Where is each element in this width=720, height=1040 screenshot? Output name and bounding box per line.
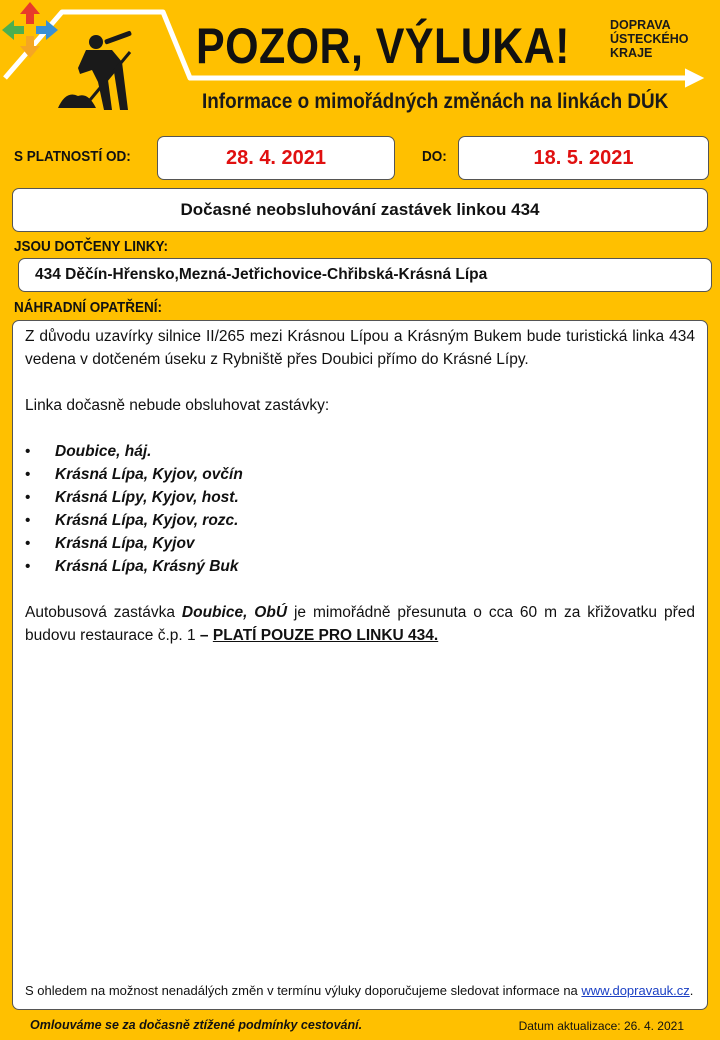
notice-title: Dočasné neobsluhování zastávek linkou 434 xyxy=(12,188,708,232)
list-item: • Krásná Lípa, Kyjov xyxy=(25,535,195,552)
dopravauk-logo-icon xyxy=(0,0,60,60)
roadworker-icon xyxy=(58,30,132,110)
relocated-stop-name: Doubice, ObÚ xyxy=(181,604,288,621)
list-intro: Linka dočasně nebude obsluhovat zastávky: xyxy=(25,397,330,414)
valid-from-label: S PLATNOSTÍ OD: xyxy=(14,148,131,165)
valid-to-date: 18. 5. 2021 xyxy=(458,136,709,180)
list-item: • Krásná Lípa, Kyjov, rozc. xyxy=(25,512,239,529)
valid-from-date: 28. 4. 2021 xyxy=(157,136,395,180)
list-item: • Doubice, háj. xyxy=(25,443,152,460)
list-item: • Krásná Lípy, Kyjov, host. xyxy=(25,489,239,506)
affected-line: 434 Děčín-Hřensko,Mezná-Jetřichovice-Chřibská-Krásná Lípa xyxy=(18,258,712,292)
affected-lines-label: JSOU DOTČENY LINKY: xyxy=(14,238,169,255)
intro-paragraph: Z důvodu uzavírky silnice II/265 mezi Krásnou Lípou a Krásným Bukem bude turistická linka 434 vedena v dotčeném úseku z Rybniště přes Doubici přímo do Krásné Lípy. xyxy=(25,328,695,368)
valid-to-label: DO: xyxy=(422,148,447,165)
apology-text: Omlouváme se za dočasně ztížené podmínky cestování. xyxy=(30,1018,363,1032)
replacement-label: NÁHRADNÍ OPATŘENÍ: xyxy=(14,299,162,316)
page-subtitle: Informace o mimořádných změnách na linkách DÚK xyxy=(202,90,669,113)
website-link[interactable]: www.dopravauk.cz xyxy=(581,983,690,998)
page-title: POZOR, VÝLUKA! xyxy=(196,18,570,74)
relocation-paragraph: Autobusová zastávka Doubice, ObÚ je mimořádně přesunuta o cca 60 m za křižovatku před budovu restaurace č.p. 1 – PLATÍ POUZE PRO LINKU 434. xyxy=(25,604,695,644)
line-only-notice: PLATÍ POUZE PRO LINKU 434. xyxy=(212,627,439,644)
replacement-content xyxy=(12,320,708,1010)
logo-wordmark: DOPRAVA ÚSTECKÉHO KRAJE xyxy=(610,18,689,60)
header-banner xyxy=(0,0,720,135)
list-item: • Krásná Lípa, Krásný Buk xyxy=(25,558,239,575)
list-item: • Krásná Lípa, Kyjov, ovčín xyxy=(25,466,243,483)
closed-stops-list xyxy=(25,440,695,578)
info-note: S ohledem na možnost nenadálých změn v termínu výluky doporučujeme sledovat informace na www.dopravauk.cz. xyxy=(25,983,694,998)
update-date: Datum aktualizace: 26. 4. 2021 xyxy=(518,1019,684,1033)
